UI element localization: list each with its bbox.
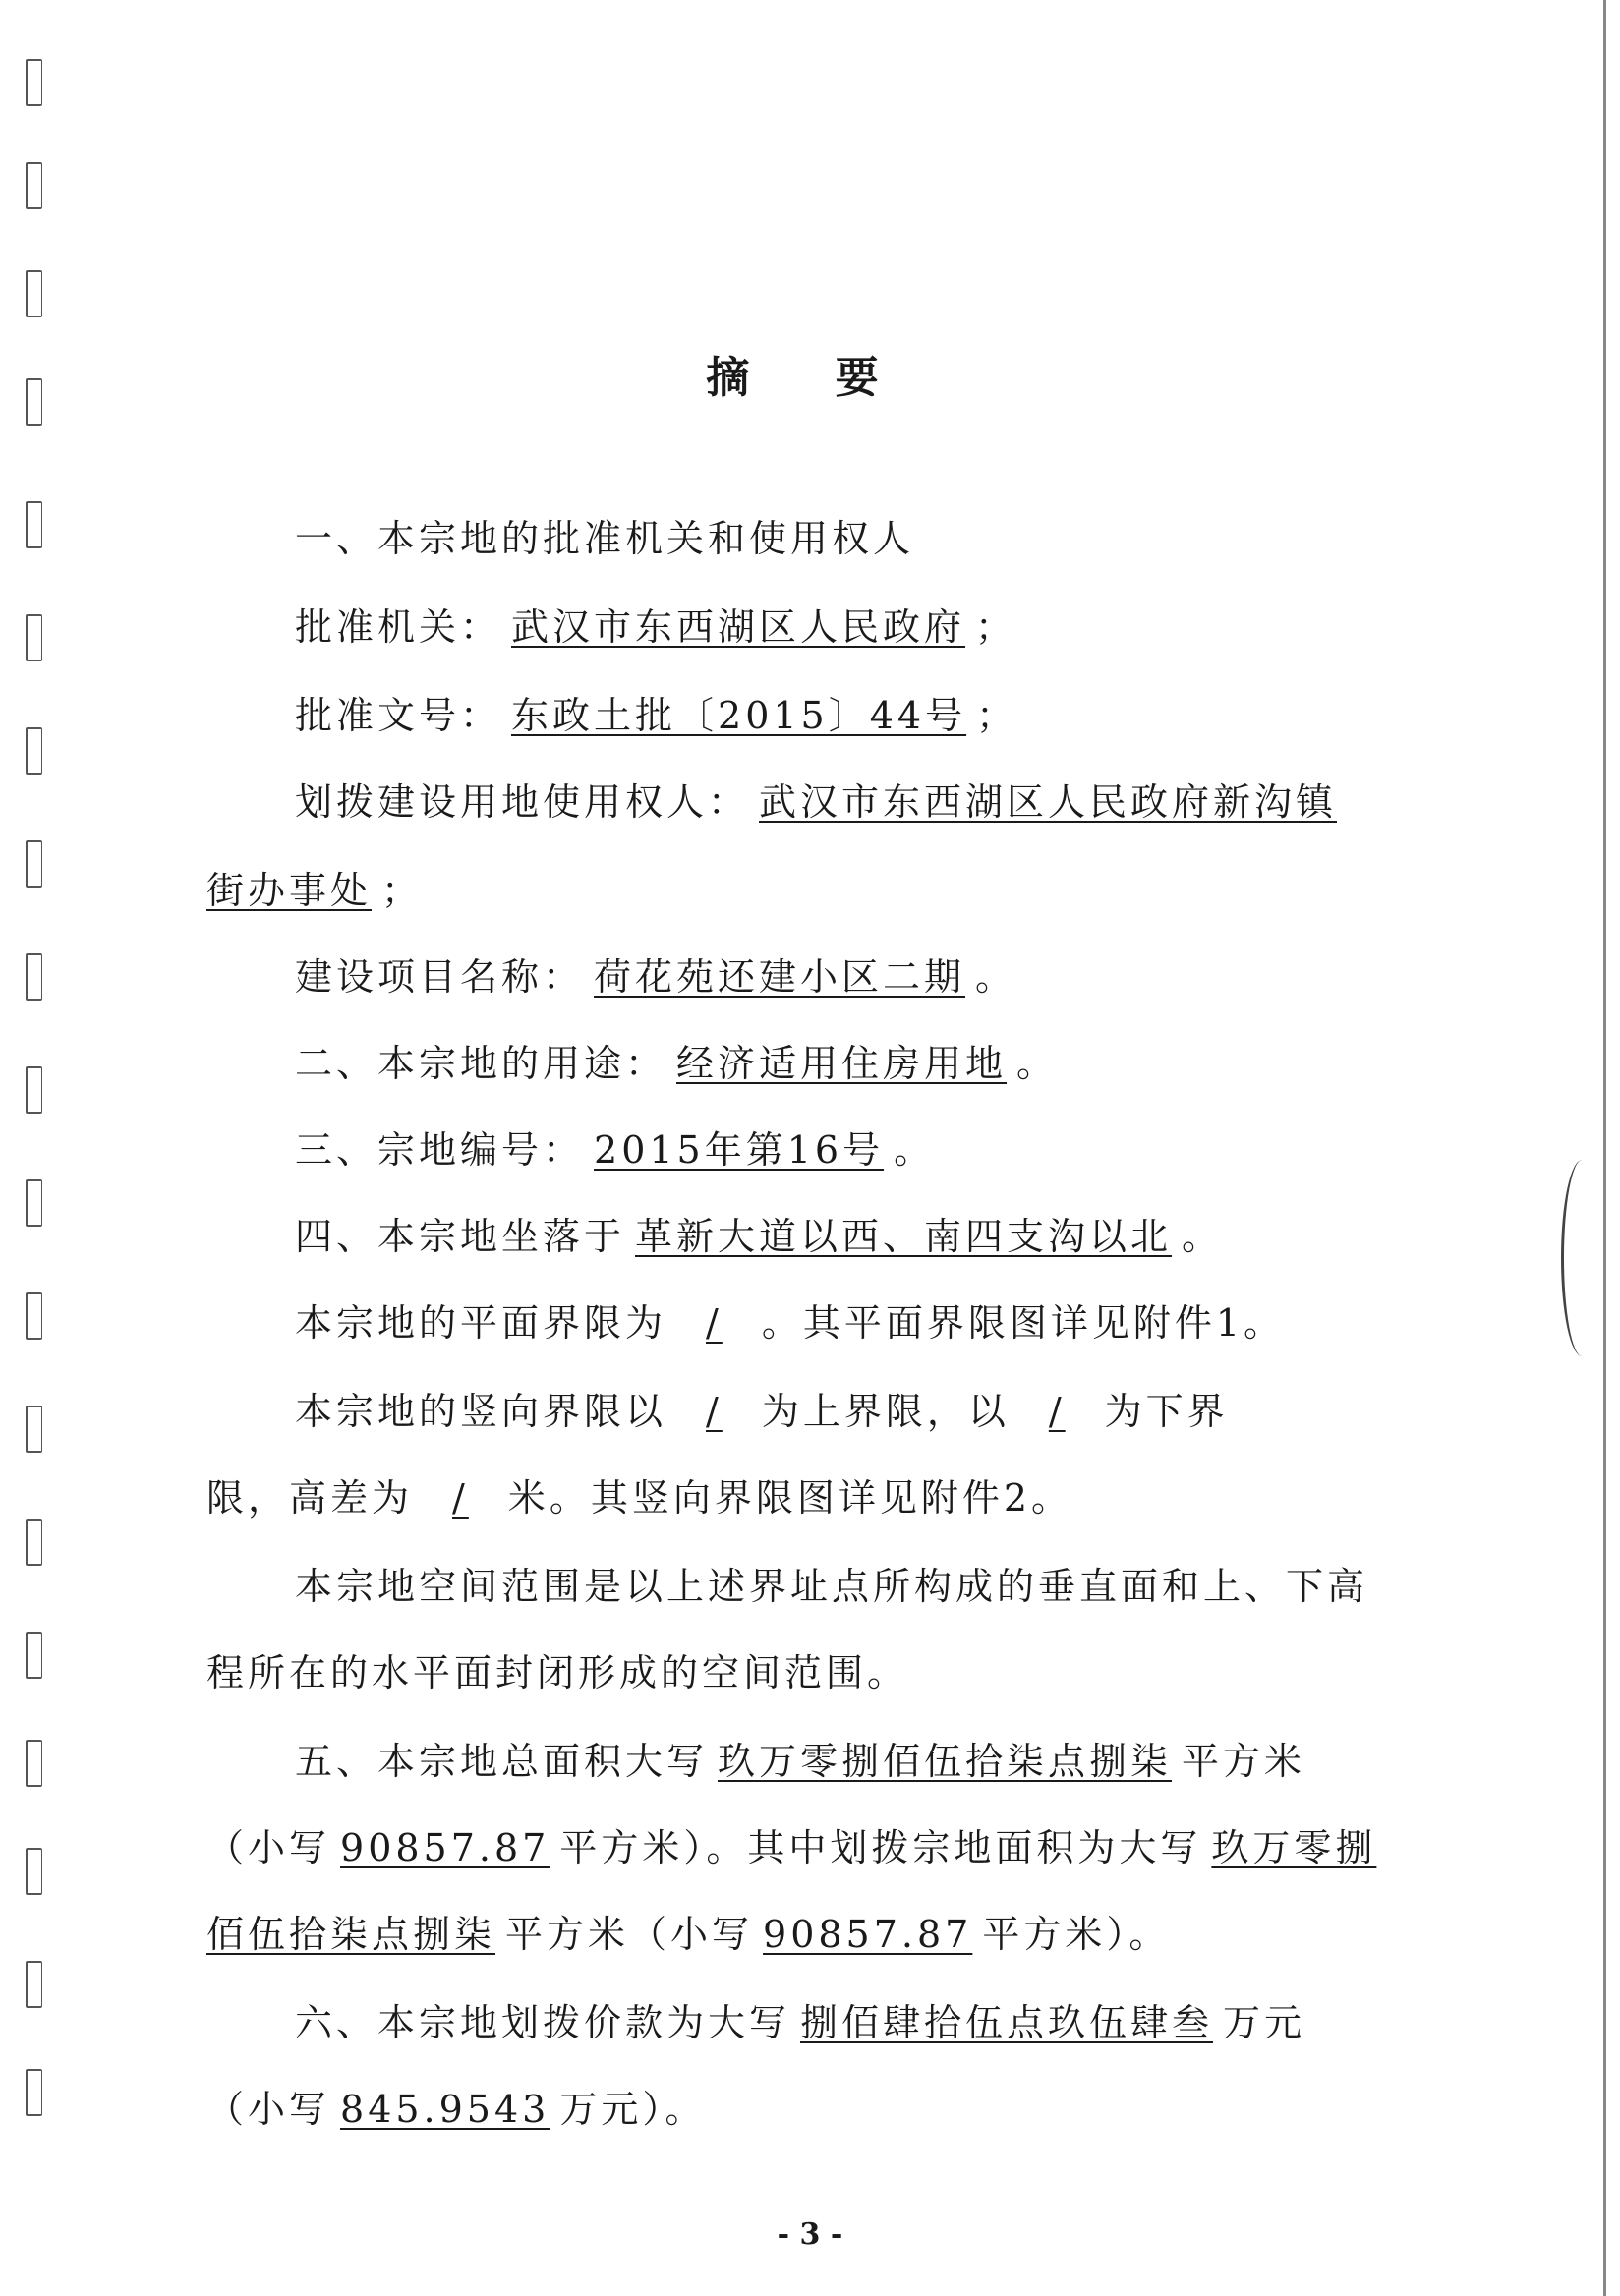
area-allocated-digits: 90857.87: [763, 1913, 973, 1956]
doc-value: 东政土批〔2015〕44号: [511, 694, 967, 737]
doc-end: ；: [976, 694, 1018, 737]
approval-end: ；: [975, 605, 1017, 649]
binding-hole: [26, 59, 42, 106]
binding-hole: [26, 840, 42, 888]
binding-hole: [26, 1961, 42, 2008]
area-allocated-words-1: 玖万零捌: [1211, 1826, 1377, 1869]
page-number: - 3 -: [777, 2217, 843, 2252]
area-allocated-words-2: 佰伍拾柒点捌柒: [206, 1913, 496, 1956]
area-line-3: [206, 1911, 1170, 1958]
vert-text-a: 本宗地的竖向界限以: [295, 1390, 667, 1433]
price-line-1: [295, 1999, 1305, 2046]
use-line: [295, 1040, 1058, 1087]
price-digits: 845.9543: [340, 2088, 550, 2131]
price-line-2: [206, 2086, 706, 2133]
binding-hole: [26, 2069, 42, 2116]
approval-line: [295, 603, 1016, 651]
doc-label: 批准文号：: [295, 694, 502, 737]
binding-hole: [26, 1519, 42, 1566]
area-text-a: 五、本宗地总面积大写: [295, 1740, 709, 1783]
area-text-d: 平方米）。其中划拨宗地面积为大写: [559, 1826, 1202, 1869]
use-label: 二、本宗地的用途：: [295, 1042, 667, 1085]
location-label: 四、本宗地坐落于: [295, 1215, 626, 1258]
location-value: 革新大道以西、南四支沟以北: [635, 1215, 1173, 1258]
vertical-boundary-line: [295, 1388, 1229, 1435]
area-total-digits: 90857.87: [340, 1826, 550, 1869]
binding-hole: [26, 162, 42, 209]
plane-text-b: 。其平面界限图详见附件1。: [761, 1301, 1286, 1345]
space-desc-line-1: 本宗地空间范围是以上述界址点所构成的垂直面和上、下高: [295, 1565, 1369, 1608]
price-words: 捌佰肆拾伍点玖伍肆叁: [800, 2001, 1214, 2044]
plane-boundary-line: [295, 1299, 1285, 1347]
plane-text-a: 本宗地的平面界限为: [295, 1301, 667, 1345]
plane-value: /: [706, 1301, 723, 1345]
vert-text-c: 为下界: [1104, 1390, 1229, 1433]
vert-lower-value: /: [1048, 1390, 1066, 1433]
parcel-number-line: [295, 1126, 935, 1174]
seal-stamp-partial: [1561, 1160, 1603, 1356]
vertical-boundary-line-cont: [206, 1474, 1072, 1521]
binding-hole: [26, 1632, 42, 1679]
area-line-1: [295, 1738, 1305, 1785]
project-label: 建设项目名称：: [295, 955, 585, 999]
location-end: 。: [1182, 1215, 1224, 1258]
location-line: [295, 1213, 1223, 1260]
user-line-cont: [206, 867, 423, 914]
price-text-a: 六、本宗地划拨价款为大写: [295, 2001, 791, 2044]
project-end: 。: [975, 955, 1017, 999]
parcel-value: 2015年第16号: [594, 1128, 885, 1172]
price-text-b: 万元: [1223, 2001, 1306, 2044]
binding-hole: [26, 1292, 42, 1340]
user-value-1: 武汉市东西湖区人民政府新沟镇: [759, 780, 1338, 824]
doc-number-line: [295, 692, 1017, 739]
parcel-end: 。: [894, 1128, 936, 1172]
area-line-2: [206, 1824, 1386, 1871]
section1-heading: 一、本宗地的批准机关和使用权人: [295, 517, 915, 560]
binding-hole: [26, 1406, 42, 1453]
binding-hole: [26, 614, 42, 661]
binding-hole: [26, 727, 42, 775]
vert-upper-value: /: [706, 1390, 723, 1433]
binding-hole: [26, 1179, 42, 1227]
vert-height-value: /: [452, 1476, 469, 1520]
vert-text-d: 限，高差为: [206, 1476, 414, 1520]
binding-hole: [26, 1066, 42, 1114]
binding-hole: [26, 270, 42, 317]
project-line: [295, 953, 1016, 1001]
user-value-2: 街办事处: [206, 869, 373, 912]
project-value: 荷花苑还建小区二期: [594, 955, 966, 999]
approval-label: 批准机关：: [295, 605, 502, 649]
user-end: ；: [381, 869, 424, 912]
space-desc-line-2: 程所在的水平面封闭形成的空间范围。: [206, 1651, 909, 1694]
page-title: 摘 要: [706, 353, 914, 403]
area-text-c: （小写: [206, 1826, 331, 1869]
binding-hole: [26, 501, 42, 548]
vert-text-e: 米。其竖向界限图详见附件2。: [507, 1476, 1073, 1520]
area-total-words: 玖万零捌佰伍拾柒点捌柒: [718, 1740, 1173, 1783]
parcel-label: 三、宗地编号：: [295, 1128, 585, 1172]
area-text-b: 平方米: [1182, 1740, 1306, 1783]
area-text-f: 平方米）。: [982, 1913, 1171, 1956]
price-text-d: 万元）。: [559, 2088, 707, 2131]
user-line: [295, 778, 1347, 826]
vert-text-b: 为上界限，以: [761, 1390, 1010, 1433]
binding-hole: [26, 953, 42, 1001]
user-label: 划拨建设用地使用权人：: [295, 780, 750, 824]
binding-hole: [26, 1848, 42, 1895]
use-end: 。: [1016, 1042, 1059, 1085]
approval-value: 武汉市东西湖区人民政府: [511, 605, 966, 649]
use-value: 经济适用住房用地: [676, 1042, 1008, 1085]
price-text-c: （小写: [206, 2088, 331, 2131]
binding-hole: [26, 1740, 42, 1787]
area-text-e: 平方米（小写: [505, 1913, 754, 1956]
